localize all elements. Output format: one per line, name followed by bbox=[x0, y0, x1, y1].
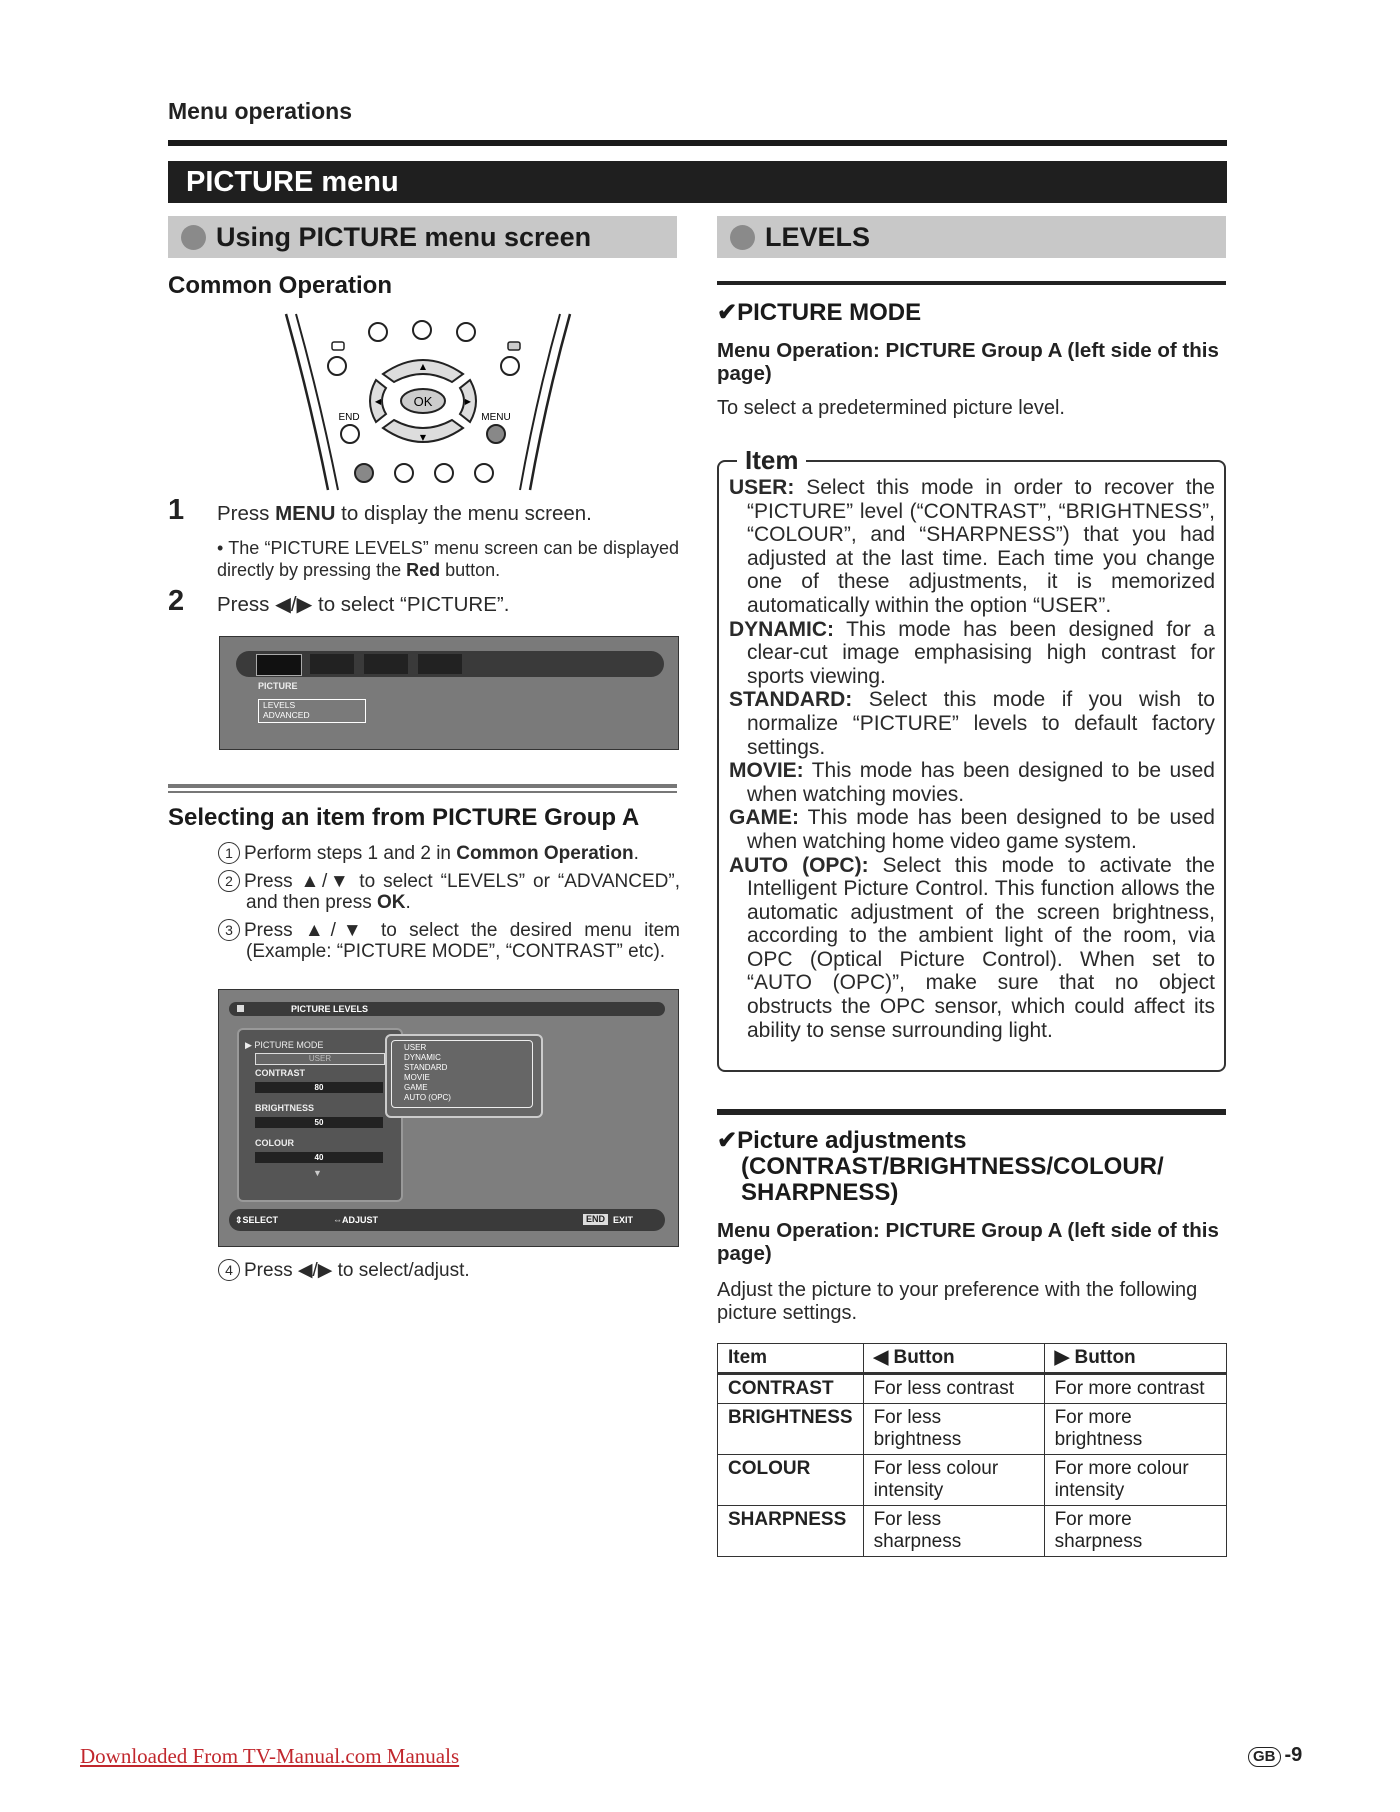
table-header-row bbox=[718, 1344, 1227, 1374]
picture-levels-osd bbox=[218, 989, 679, 1247]
picture-menu-osd bbox=[219, 636, 679, 750]
entry-movie bbox=[729, 759, 1215, 806]
entry-standard bbox=[729, 688, 1215, 759]
table-cell: For more colour intensity bbox=[1044, 1455, 1226, 1506]
osd-levels-panel bbox=[237, 1028, 403, 1202]
picture-mode-title: ✔PICTURE MODE bbox=[717, 299, 922, 326]
substep-4-number: 4 bbox=[218, 1259, 240, 1281]
entry-standard-text: Select this mode if you wish to normalize “PICTURE” levels to default factory settings. bbox=[747, 688, 1215, 759]
substep-1-number: 1 bbox=[218, 842, 240, 864]
step-1-note bbox=[217, 537, 679, 581]
substep-2 bbox=[218, 870, 680, 913]
end-button-label: END bbox=[338, 412, 360, 423]
osd-colour-value[interactable]: 40 bbox=[255, 1152, 383, 1163]
header-rule bbox=[168, 140, 1227, 146]
substep-2-text-a: Press ▲/▼ to select “LEVELS” or “ADVANCED”, and then press bbox=[244, 871, 680, 913]
power-tab-icon[interactable] bbox=[364, 654, 408, 674]
osd-help-bar bbox=[229, 1209, 665, 1231]
setup-tab-icon[interactable] bbox=[418, 654, 462, 674]
bullet-dot-icon bbox=[181, 225, 206, 250]
left-arrow-icon: ◀ bbox=[374, 397, 382, 406]
levels-heading-text: LEVELS bbox=[765, 222, 871, 252]
picture-mode-desc: To select a predetermined picture level. bbox=[717, 397, 1065, 419]
entry-dynamic bbox=[729, 618, 1215, 689]
osd-mode-options bbox=[385, 1034, 543, 1118]
step-1-note-b: button. bbox=[440, 560, 501, 580]
osd-options-list bbox=[391, 1040, 533, 1108]
section-label: Menu operations bbox=[168, 98, 353, 124]
osd-scroll-down-icon: ▼ bbox=[313, 1168, 322, 1178]
table-cell: For less brightness bbox=[863, 1404, 1044, 1455]
osd-title-bar bbox=[229, 1002, 665, 1016]
osd-picture-mode-label[interactable]: ▶ PICTURE MODE bbox=[245, 1040, 324, 1050]
ok-button-label: OK bbox=[413, 394, 433, 409]
osd-option-auto-opc[interactable]: AUTO (OPC) bbox=[404, 1093, 451, 1102]
osd-option-game[interactable]: GAME bbox=[404, 1083, 428, 1092]
right-arrow-icon: ▶ bbox=[464, 397, 472, 406]
entry-user-key: USER: bbox=[729, 476, 795, 499]
osd-option-movie[interactable]: MOVIE bbox=[404, 1073, 430, 1082]
remote-control-illustration bbox=[280, 310, 580, 492]
item-entries bbox=[729, 476, 1215, 1042]
table-cell: For less sharpness bbox=[863, 1506, 1044, 1557]
step-1-text-b: to display the menu screen. bbox=[335, 502, 592, 525]
osd-menu-list bbox=[258, 699, 366, 723]
entry-auto-opc-text: Select this mode to activate the Intelligent Picture Control. This function allows the automatic adjustment of the screen brightness, according to the ambient light of the room, via OPC (Optical Picture Control). When set to “AUTO (OPC)”, make sure that no object obstructs the OPC sensor, which could affect its ability to sense surrounding light. bbox=[747, 853, 1215, 1042]
substep-1 bbox=[218, 842, 680, 865]
table-cell: CONTRAST bbox=[718, 1374, 864, 1404]
osd-select-hint: ⇕SELECT bbox=[235, 1215, 279, 1225]
down-arrow-icon: ▼ bbox=[419, 433, 427, 442]
osd-levels-item[interactable]: LEVELS bbox=[263, 700, 296, 710]
adjustments-title-line3: SHARPNESS) bbox=[741, 1179, 899, 1206]
osd-picture-label: PICTURE bbox=[258, 681, 298, 691]
step-1-number: 1 bbox=[168, 494, 185, 526]
bullet-dot-icon bbox=[730, 225, 755, 250]
step-2-number: 2 bbox=[168, 585, 185, 617]
table-header-right: ▶ Button bbox=[1044, 1344, 1226, 1374]
step-1-note-a: • The “PICTURE LEVELS” menu screen can be displayed directly by pressing the bbox=[217, 538, 679, 580]
osd-square-icon bbox=[237, 1005, 244, 1012]
osd-exit-text: EXIT bbox=[613, 1215, 634, 1225]
osd-brightness-value[interactable]: 50 bbox=[255, 1117, 383, 1128]
picture-mode-rule bbox=[717, 281, 1226, 285]
table-cell: For less colour intensity bbox=[863, 1455, 1044, 1506]
group-a-heading: Selecting an item from PICTURE Group A bbox=[168, 804, 640, 831]
levels-heading bbox=[717, 216, 1226, 258]
osd-adjust-text: ADJUST bbox=[342, 1215, 379, 1225]
osd-end-key: END bbox=[583, 1214, 608, 1225]
osd-picture-mode-text: PICTURE MODE bbox=[254, 1040, 324, 1050]
substep-2-number: 2 bbox=[218, 870, 240, 892]
table-cell: For more sharpness bbox=[1044, 1506, 1226, 1557]
step-1-note-red: Red bbox=[406, 560, 441, 580]
table-row bbox=[718, 1506, 1227, 1557]
osd-option-standard[interactable]: STANDARD bbox=[404, 1063, 448, 1072]
page-number-text: -9 bbox=[1284, 1744, 1303, 1766]
substep-2-bold: OK bbox=[376, 892, 406, 913]
substep-1-bold: Common Operation bbox=[456, 843, 634, 864]
adjustments-title-line2: (CONTRAST/BRIGHTNESS/COLOUR/ bbox=[741, 1153, 1164, 1180]
osd-advanced-item[interactable]: ADVANCED bbox=[263, 710, 310, 720]
osd-contrast-label: CONTRAST bbox=[255, 1068, 305, 1078]
substep-3 bbox=[218, 919, 680, 962]
osd-icon-bar bbox=[236, 651, 664, 677]
download-source-link[interactable]: Downloaded From TV-Manual.com Manuals bbox=[80, 1744, 460, 1768]
osd-colour-label: COLOUR bbox=[255, 1138, 294, 1148]
entry-game bbox=[729, 806, 1215, 853]
step-2-text: Press ◀/▶ to select “PICTURE”. bbox=[217, 593, 510, 616]
entry-game-key: GAME: bbox=[729, 806, 799, 830]
audio-tab-icon[interactable] bbox=[310, 654, 354, 674]
osd-brightness-label: BRIGHTNESS bbox=[255, 1103, 315, 1113]
entry-auto-opc-key: AUTO (OPC): bbox=[729, 853, 869, 877]
osd-select-text: SELECT bbox=[242, 1215, 279, 1225]
step-1-text-a: Press bbox=[217, 502, 276, 525]
step-1-text bbox=[217, 502, 679, 525]
table-cell: For less contrast bbox=[863, 1374, 1044, 1404]
entry-game-text: This mode has been designed to be used when watching home video game system. bbox=[747, 806, 1215, 853]
picture-mode-menu-op: Menu Operation: PICTURE Group A (left side of this page) bbox=[717, 339, 1219, 385]
entry-movie-text: This mode has been designed to be used when watching movies. bbox=[747, 759, 1215, 806]
table-cell: SHARPNESS bbox=[718, 1506, 864, 1557]
page-title: PICTURE menu bbox=[168, 161, 1227, 203]
entry-movie-key: MOVIE: bbox=[729, 759, 804, 783]
using-picture-menu-heading bbox=[168, 216, 677, 258]
table-cell: COLOUR bbox=[718, 1455, 864, 1506]
picture-tab-icon[interactable] bbox=[256, 654, 302, 676]
table-cell: For more contrast bbox=[1044, 1374, 1226, 1404]
substep-3-number: 3 bbox=[218, 919, 240, 941]
step-1-menu-bold: MENU bbox=[275, 502, 336, 525]
substep-4-text: Press ◀/▶ to select/adjust. bbox=[244, 1260, 470, 1281]
table-row bbox=[718, 1404, 1227, 1455]
adjustments-rule bbox=[717, 1109, 1226, 1115]
table-row bbox=[718, 1374, 1227, 1404]
substep-1-text-a: Perform steps 1 and 2 in bbox=[244, 843, 457, 864]
common-operation-heading: Common Operation bbox=[168, 272, 393, 299]
heading-text: Using PICTURE menu screen bbox=[216, 222, 592, 252]
substep-3-text-a: Press ▲/▼ to select the desired menu item (Example: “PICTURE MODE”, “CONTRAST” etc). bbox=[244, 920, 680, 962]
adjustments-menu-op: Menu Operation: PICTURE Group A (left side of this page) bbox=[717, 1219, 1219, 1265]
substep-4 bbox=[218, 1259, 680, 1282]
up-arrow-icon: ▲ bbox=[419, 362, 427, 371]
adjustments-title bbox=[717, 1128, 1164, 1206]
osd-contrast-value[interactable]: 80 bbox=[255, 1082, 383, 1093]
entry-user-text: Select this mode in order to recover the “PICTURE” level (“CONTRAST”, “BRIGHTNESS”, “COLOUR”, and “SHARPNESS”) that you had adjusted at the last time. Each time you change one of these adjustments, it is memorized automatically within the option “USER”. bbox=[747, 476, 1215, 617]
gb-language-badge: GB bbox=[1248, 1747, 1281, 1767]
osd-mode-value[interactable]: USER bbox=[255, 1053, 385, 1065]
entry-dynamic-key: DYNAMIC: bbox=[729, 617, 834, 641]
osd-option-user[interactable]: USER bbox=[404, 1043, 427, 1052]
item-box-label: Item bbox=[737, 445, 806, 476]
adjustments-title-line1: ✔Picture adjustments bbox=[717, 1127, 967, 1154]
page-number bbox=[1248, 1744, 1302, 1767]
menu-button-label: MENU bbox=[481, 412, 511, 423]
adjustments-desc: Adjust the picture to your preference with the following picture settings. bbox=[717, 1279, 1198, 1324]
adjustments-table bbox=[717, 1343, 1227, 1557]
entry-user bbox=[729, 476, 1215, 618]
table-cell: For more brightness bbox=[1044, 1404, 1226, 1455]
osd-adjust-hint: ⇔ADJUST bbox=[333, 1215, 379, 1225]
entry-dynamic-text: This mode has been designed for a clear-cut image emphasising high contrast for sports viewing. bbox=[747, 617, 1215, 688]
table-header-left: ◀ Button bbox=[863, 1344, 1044, 1374]
entry-standard-key: STANDARD: bbox=[729, 688, 853, 712]
osd-option-dynamic[interactable]: DYNAMIC bbox=[404, 1053, 441, 1062]
table-header-item: Item bbox=[718, 1344, 864, 1374]
substep-1-text-c: . bbox=[633, 843, 639, 864]
group-a-rule-thin bbox=[168, 791, 677, 793]
table-row bbox=[718, 1455, 1227, 1506]
entry-auto-opc bbox=[729, 854, 1215, 1043]
substep-2-text-c: . bbox=[405, 892, 411, 913]
osd-title: PICTURE LEVELS bbox=[291, 1004, 369, 1014]
group-a-rule bbox=[168, 784, 677, 788]
table-cell: BRIGHTNESS bbox=[718, 1404, 864, 1455]
